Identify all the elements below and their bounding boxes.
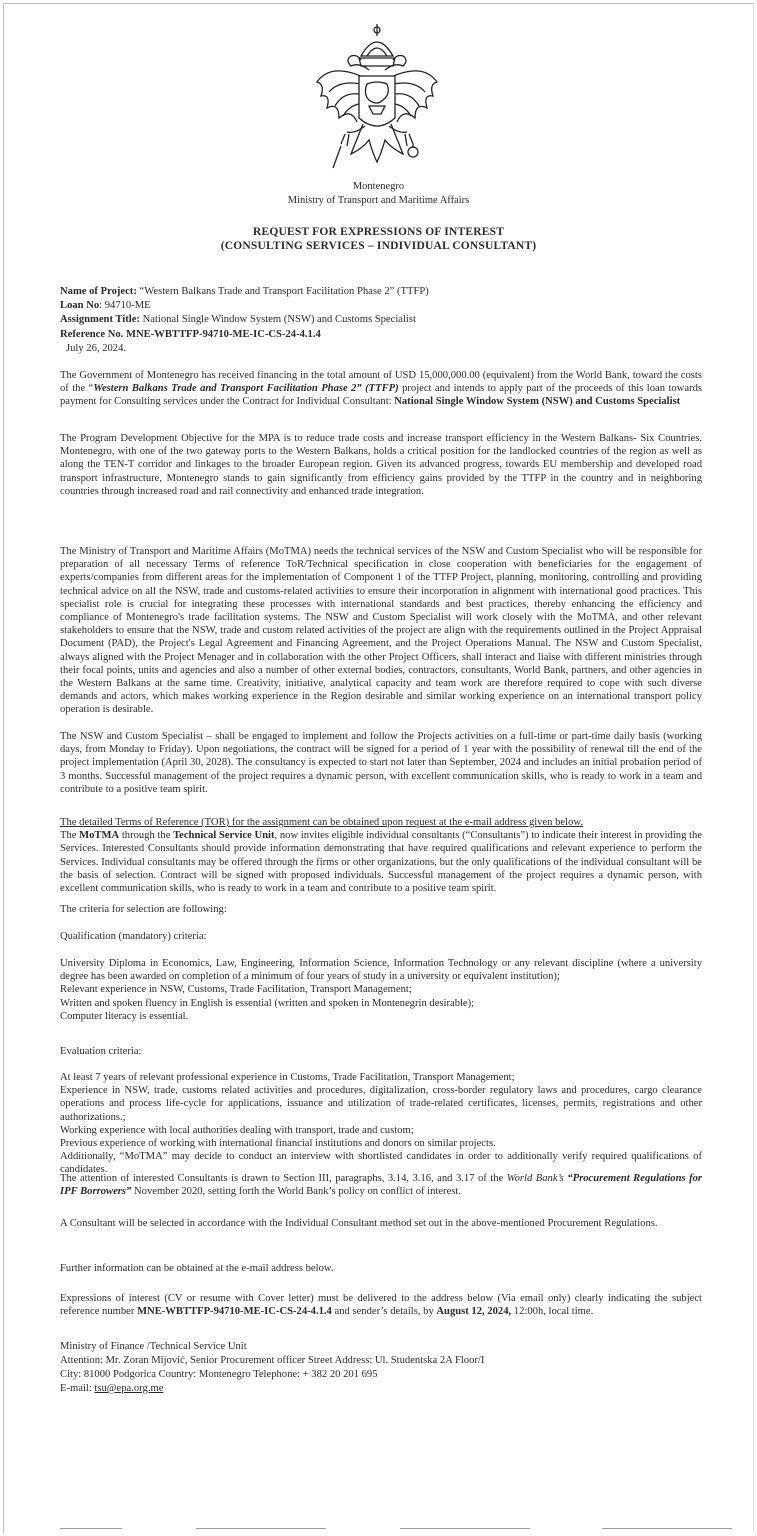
qualification-heading: Qualification (mandatory) criteria: [60,931,207,942]
list-item: Experience in NSW, trade, customs related activities and procedures, digitalization, cross-border regulatory laws and procedures, cargo clearance operations and process life-cycle for applications, issuance and utilization of trade-related certificates, licenses, permits, registrations and other authorizations.; [60,1085,702,1123]
tor-notice: The detailed Terms of Reference (TOR) for the assignment can be obtained upon request at the e-mail address given below. [60,817,583,828]
p1-project-title: Western Balkans Trade and Transport Facilitation Phase 2” (TTFP) [93,383,399,395]
assignment-row [60,313,702,327]
reference-row [60,328,702,342]
list-item: Previous experience of working with international financial institutions and donors on similar projects. [60,1138,496,1150]
contact-email-row [60,1382,702,1396]
loan-row [60,299,702,313]
assignment-value: National Single Window System (NSW) and Customs Specialist [139,314,416,326]
project-details [60,285,702,356]
contact-unit: Ministry of Finance /Technical Service Unit [60,1341,247,1352]
contact-attention: Attention: Mr. Zoran Mijović, Senior Procurement officer Street Address: Ul. Studentska 2A Floor/I [60,1355,485,1366]
p14-text-a: Expressions of interest (CV or resume with Cover letter) must be delivered to the address below (Via email only) clearly indicating the subject reference number [60,1293,702,1318]
p14-deadline: August 12, 2024, [436,1306,512,1318]
list-item: Relevant experience in NSW, Customs, Trade Facilitation, Transport Management; [60,984,412,996]
qualification-list [60,957,702,1023]
paragraph-conflict-of-interest [60,1172,702,1198]
paragraph-invitation [60,816,702,895]
list-item: Written and spoken fluency in English is essential (written and spoken in Montenegrin desirable); [60,997,475,1009]
p5-text-c: through the [119,830,174,842]
footer-rule [400,1528,530,1529]
p1-position: National Single Window System (NSW) and Customs Specialist [394,396,681,408]
reference-value: MNE-WBTTFP-94710-ME-IC-CS-24-4.1.4 [123,328,321,340]
country-name: Montenegro [352,181,405,192]
document-title: REQUEST FOR EXPRESSIONS OF INTEREST [252,226,505,238]
email-link[interactable]: tsu@epa.org.me [94,1383,164,1394]
p5-motma: MoTMA [79,830,120,842]
evaluation-heading: Evaluation criteria: [60,1046,142,1057]
list-item: University Diploma in Economics, Law, Engineering, Information Science, Information Technology or any relevant discipline (where a university degree has been awarded on completion of a minimum of four years of study in a university or equivalent institution); [60,958,702,983]
p5-text-a: The [60,830,80,842]
loan-label: Loan No [60,300,100,312]
p5-tsu: Technical Service Unit [173,830,275,842]
p1-text-c: project and intends to apply part of the proceeds of this loan towards payment for Consulting services under the Contract for Individual Consultant: [60,383,702,408]
paragraph-submission [60,1292,702,1318]
coat-of-arms-emblem [311,22,443,178]
list-item: At least 7 years of relevant professional experience in Customs, Trade Facilitation, Transport Management; [60,1072,515,1083]
p11-text-d: November 2020, setting forth the World Bank’s policy on conflict of interest. [131,1186,461,1198]
list-item: Working experience with local authorities dealing with transport, trade and custom; [60,1124,414,1136]
paragraph-selection-method: A Consultant will be selected in accordance with the Individual Consultant method set out in the above-mentioned Procurement Regulations. [60,1218,658,1229]
footer-rule [196,1528,326,1529]
paragraph-financing [60,369,702,409]
p11-text-a: The attention of interested Consultants is drawn to Section III, paragraphs, 3.14, 3.16, and 3.17 of the [60,1173,507,1184]
p14-text-c: and sender’s details, by [331,1306,437,1318]
footer-rule [60,1528,122,1529]
evaluation-list [60,1071,702,1177]
document-subtitle: (CONSULTING SERVICES – INDIVIDUAL CONSULTANT) [220,240,537,252]
project-value: “Western Balkans Trade and Transport Facilitation Phase 2” (TTFP) [136,286,429,297]
contact-city: City: 81000 Podgorica Country: Montenegro Telephone: + 382 20 201 695 [60,1369,378,1380]
list-item: Computer literacy is essential. [60,1010,189,1022]
loan-value: : 94710-ME [99,300,151,312]
p11-world-bank: World Bank’s [506,1173,564,1184]
project-label: Name of Project: [60,286,137,297]
reference-label: Reference No. [60,328,124,340]
p14-text-e: 12:00h, local time. [511,1306,594,1318]
p11-regulations-title: “Procurement Regulations for IPF Borrowers” [60,1173,703,1198]
list-item: Additionally, “MoTMA” may decide to conduct an interview with shortlisted candidates in order to additionally verify required qualifications of candidates. [60,1151,702,1176]
paragraph-engagement: The NSW and Custom Specialist – shall be engaged to implement and follow the Projects activities on a full-time or part-time daily basis (working days, from Monday to Friday). Upon negotiations, the contract will be signed for a period of 1 year with the possibility of renewal till the end of the project implementation (April 30, 2028). The consultancy is expected to start not later than September, 2024 and includes an initial probation period of 3 months. Successful management of the project requires a dynamic person, with excellent communication skills, who is ready to work in a team and contribute to a positive team spirit. [60,731,702,795]
contact-block [60,1340,702,1396]
document-date: July 26, 2024. [66,342,127,354]
footer-rule [602,1528,732,1529]
paragraph-further-info: Further information can be obtained at the e-mail address below. [60,1263,334,1274]
criteria-intro: The criteria for selection are following: [60,904,227,915]
paragraph-responsibilities: The Ministry of Transport and Maritime Affairs (MoTMA) needs the technical services of the NSW and Custom Specialist who will be responsible for preparation of all necessary Terms of reference ToR/Technical specification in close cooperation with beneficiaries for the engagement of experts/companies from different areas for the implementation of Component 1 of the TTFP Project, planning, monitoring, controlling and providing technical advice on all the NSW, trade and customs-related activities to ensure their incorporation in alignment with international good practices. This specialist role is crucial for integrating these processes with international standards and best practices, thereby enhancing the efficiency and compliance of Montenegro's trade facilitation systems. The NSW and Custom Specialist will work closely with the MoTMA, and other relevant stakeholders to ensure that the NSW, trade and custom related activities of the project are align with the requirements outlined in the Project Appraisal Document (PAD), the Project's Legal Agreement and Financing Agreement, and the Project Operations Manual. The NSW and Custom Specialist, always aligned with the Project Menager and in collaboration with the other Project Officers, shall interact and liaise with different ministries through their focal points, units and agencies and also a number of other external bodies, contractors, consultants, World Bank, partners, and other agencies in the Western Balkans at the same time. Creativity, initiative, analytical capacity and team work are therefore required to cope with such diverse demands and actors, which makes working experience in the Region desirable and similar working experience on an international transport policy operation is desirable. [60,546,702,716]
paragraph-objective: The Program Development Objective for the MPA is to reduce trade costs and increase transport efficiency in the Western Balkans- Six Countries. Montenegro, with one of the two gateway ports to the Western Balkans, holds a critical position for the landlocked countries of the region as well as along the TEN-T corridor and linkages to the broader European region. Given its advanced progress, towards EU membership and developed road transport infrastructure, Montenegro stands to gain significantly from efficiency gains provided by the TTFP in the country and in neighboring countries through increased road and rail connectivity and enhanced trade integration. [60,433,702,497]
p1-text-a: The Government of Montenegro has received financing in the total amount of USD 15,000,000.00 (equivalent) from the World Bank, toward the costs of the “ [60,370,702,395]
ministry-name: Ministry of Transport and Maritime Affairs [287,195,470,206]
email-label: E-mail: [60,1383,95,1394]
assignment-label: Assignment Title: [60,314,140,326]
project-name-row [60,285,702,299]
p5-text-e: , now invites eligible individual consultants (“Consultants”) to indicate their interest in providing the Services. Interested Consultants should provide information demonstrating that have required qualifications and relevant experience to perform the Services. Individual consultants may be offered through the firms or other organizations, but the only qualifications of the individual consultant will be the basis of selection. Contract will be signed with proposed individuals. Successful management of the project requires a dynamic person, with excellent communication skills, who is ready to work in a team and contribute to a positive team spirit. [60,830,702,895]
p14-reference: MNE-WBTTFP-94710-ME-IC-CS-24-4.1.4 [137,1306,332,1318]
